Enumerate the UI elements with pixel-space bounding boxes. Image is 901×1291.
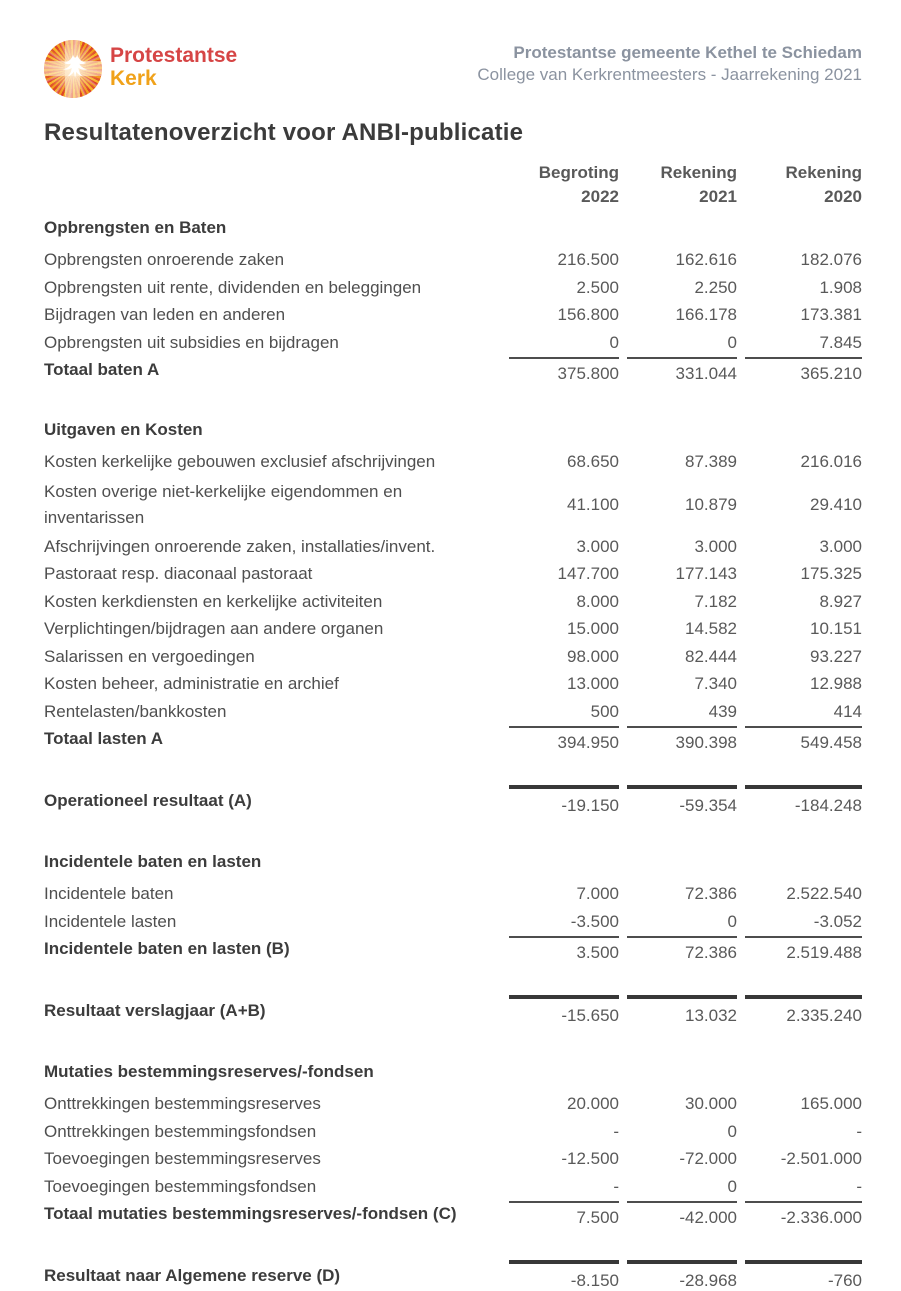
row-label: Incidentele baten en lasten (B) bbox=[44, 939, 290, 959]
cell-value: -19.150 bbox=[509, 785, 619, 816]
cell-value: 30.000 bbox=[685, 1094, 737, 1114]
table-row bbox=[44, 302, 862, 330]
document-header bbox=[44, 40, 862, 98]
table-row bbox=[44, 1118, 862, 1146]
column-header-year: 2020 bbox=[824, 187, 862, 206]
row-label: Totaal baten A bbox=[44, 360, 160, 380]
cell-value: 0 bbox=[727, 1176, 737, 1196]
table-row bbox=[44, 357, 862, 385]
cell-value: 0 bbox=[727, 332, 737, 352]
row-label: Operationeel resultaat (A) bbox=[44, 790, 252, 810]
table-row bbox=[44, 1091, 862, 1119]
cell-value: 13.000 bbox=[567, 674, 619, 694]
cell-value: 173.381 bbox=[800, 305, 862, 325]
cell-value: - bbox=[856, 1176, 862, 1196]
brand-wordmark bbox=[110, 44, 237, 90]
dove-icon bbox=[53, 49, 93, 89]
cell-value: 3.000 bbox=[576, 536, 619, 556]
row-label: Kosten beheer, administratie en archief bbox=[44, 674, 339, 694]
cell-value: 87.389 bbox=[685, 452, 737, 472]
cell-value: -3.500 bbox=[570, 911, 619, 931]
org-subtitle: College van Kerkrentmeesters - Jaarrekening 2021 bbox=[477, 65, 862, 84]
row-label: Salarissen en vergoedingen bbox=[44, 646, 255, 666]
cell-value: 177.143 bbox=[675, 564, 737, 584]
cell-value: 41.100 bbox=[567, 494, 619, 514]
cell-value: -12.500 bbox=[561, 1149, 619, 1169]
cell-value: 13.032 bbox=[627, 995, 737, 1026]
cell-value: 20.000 bbox=[567, 1094, 619, 1114]
table-row bbox=[44, 1201, 862, 1229]
row-label: Rentelasten/bankkosten bbox=[44, 701, 227, 721]
cell-value: 375.800 bbox=[509, 357, 619, 385]
column-headers bbox=[44, 161, 862, 209]
row-label: Totaal mutaties bestemmingsreserves/-fondsen (C) bbox=[44, 1204, 457, 1224]
section-spacer bbox=[44, 1026, 862, 1058]
table-row bbox=[44, 1173, 862, 1201]
brand-name-line2: Kerk bbox=[110, 67, 157, 90]
row-label: Kosten overige niet-kerkelijke eigendommen en inventarissen bbox=[44, 481, 403, 527]
brand bbox=[44, 40, 237, 98]
cell-value: -2.501.000 bbox=[780, 1149, 862, 1169]
row-label: Resultaat naar Algemene reserve (D) bbox=[44, 1265, 341, 1285]
row-label: Kosten kerkelijke gebouwen exclusief afschrijvingen bbox=[44, 452, 436, 472]
cell-value: 10.879 bbox=[685, 494, 737, 514]
cell-value: 500 bbox=[590, 701, 619, 721]
row-label: Verplichtingen/bijdragen aan andere organen bbox=[44, 619, 384, 639]
row-label: Toevoegingen bestemmingsfondsen bbox=[44, 1176, 317, 1196]
section-spacer bbox=[44, 816, 862, 848]
cell-value: -2.336.000 bbox=[745, 1201, 862, 1229]
table-row bbox=[44, 616, 862, 644]
row-label: Afschrijvingen onroerende zaken, installaties/invent. bbox=[44, 536, 436, 556]
cell-value: 82.444 bbox=[685, 646, 737, 666]
brand-name-line1: Protestantse bbox=[110, 44, 238, 67]
table-row bbox=[44, 881, 862, 909]
cell-value: 7.340 bbox=[694, 674, 737, 694]
page-title: Resultatenoverzicht voor ANBI-publicatie bbox=[44, 119, 524, 146]
section-spacer bbox=[44, 963, 862, 995]
column-header-rekening-2020 bbox=[745, 161, 862, 209]
cell-value: 216.016 bbox=[800, 452, 862, 472]
cell-value: - bbox=[856, 1121, 862, 1141]
cell-value: 12.988 bbox=[810, 674, 862, 694]
row-label: Onttrekkingen bestemmingsfondsen bbox=[44, 1121, 317, 1141]
cell-value: 0 bbox=[609, 332, 619, 352]
section-heading-row bbox=[44, 848, 862, 876]
row-label: Kosten kerkdiensten en kerkelijke activiteiten bbox=[44, 591, 383, 611]
cell-value: 549.458 bbox=[745, 726, 862, 754]
cell-value: 365.210 bbox=[745, 357, 862, 385]
table-row bbox=[44, 936, 862, 964]
cell-value: 3.000 bbox=[694, 536, 737, 556]
cell-value: 8.000 bbox=[576, 591, 619, 611]
section-spacer bbox=[44, 753, 862, 785]
cell-value: 182.076 bbox=[800, 250, 862, 270]
org-header bbox=[477, 42, 862, 86]
table-row bbox=[44, 588, 862, 616]
cell-value: -3.052 bbox=[813, 911, 862, 931]
cell-value: 7.000 bbox=[576, 884, 619, 904]
cell-value: 72.386 bbox=[685, 884, 737, 904]
cell-value: -42.000 bbox=[627, 1201, 737, 1229]
table-row bbox=[44, 1260, 862, 1291]
table-row bbox=[44, 643, 862, 671]
cell-value: 93.227 bbox=[810, 646, 862, 666]
cell-value: 3.500 bbox=[509, 936, 619, 964]
cell-value: -184.248 bbox=[745, 785, 862, 816]
cell-value: 15.000 bbox=[567, 619, 619, 639]
cell-value: 3.000 bbox=[819, 536, 862, 556]
table-row bbox=[44, 329, 862, 357]
cell-value: -760 bbox=[745, 1260, 862, 1291]
cell-value: 175.325 bbox=[800, 564, 862, 584]
cell-value: 72.386 bbox=[627, 936, 737, 964]
table-row bbox=[44, 274, 862, 302]
row-label: Incidentele lasten bbox=[44, 911, 177, 931]
cell-value: 2.335.240 bbox=[745, 995, 862, 1026]
cell-value: 439 bbox=[708, 701, 737, 721]
table-row bbox=[44, 533, 862, 561]
column-header-label: Rekening bbox=[660, 163, 737, 182]
cell-value: 1.908 bbox=[819, 277, 862, 297]
section-heading: Incidentele baten en lasten bbox=[44, 851, 262, 871]
section-heading: Mutaties bestemmingsreserves/-fondsen bbox=[44, 1061, 374, 1081]
table-row bbox=[44, 698, 862, 726]
row-label: Opbrengsten onroerende zaken bbox=[44, 250, 285, 270]
section-heading-row bbox=[44, 214, 862, 242]
table-row bbox=[44, 476, 862, 533]
column-header-year: 2022 bbox=[581, 187, 619, 206]
cell-value: 8.927 bbox=[819, 591, 862, 611]
table-body bbox=[44, 214, 862, 1291]
cell-value: 390.398 bbox=[627, 726, 737, 754]
cell-value: 68.650 bbox=[567, 452, 619, 472]
cell-value: 147.700 bbox=[557, 564, 619, 584]
column-header-label: Begroting bbox=[538, 163, 619, 182]
row-label: Opbrengsten uit subsidies en bijdragen bbox=[44, 332, 339, 352]
row-label: Bijdragen van leden en anderen bbox=[44, 305, 286, 325]
cell-value: 2.522.540 bbox=[786, 884, 862, 904]
column-header-year: 2021 bbox=[699, 187, 737, 206]
org-name: Protestantse gemeente Kethel te Schiedam bbox=[513, 43, 862, 62]
cell-value: 165.000 bbox=[800, 1094, 862, 1114]
cell-value: -59.354 bbox=[627, 785, 737, 816]
table-row bbox=[44, 785, 862, 816]
table-row bbox=[44, 671, 862, 699]
cell-value: -72.000 bbox=[679, 1149, 737, 1169]
cell-value: 0 bbox=[727, 911, 737, 931]
row-label: Resultaat verslagjaar (A+B) bbox=[44, 1000, 266, 1020]
cell-value: - bbox=[613, 1121, 619, 1141]
cell-value: -28.968 bbox=[627, 1260, 737, 1291]
table-row bbox=[44, 449, 862, 477]
cell-value: 7.500 bbox=[509, 1201, 619, 1229]
row-label: Opbrengsten uit rente, dividenden en beleggingen bbox=[44, 277, 422, 297]
section-spacer bbox=[44, 1228, 862, 1260]
column-header-label: Rekening bbox=[785, 163, 862, 182]
cell-value: 394.950 bbox=[509, 726, 619, 754]
row-label: Incidentele baten bbox=[44, 884, 174, 904]
row-label: Totaal lasten A bbox=[44, 729, 164, 749]
table-row bbox=[44, 908, 862, 936]
cell-value: 2.519.488 bbox=[745, 936, 862, 964]
section-spacer bbox=[44, 384, 862, 416]
cell-value: 166.178 bbox=[675, 305, 737, 325]
row-label: Pastoraat resp. diaconaal pastoraat bbox=[44, 564, 313, 584]
table-row bbox=[44, 247, 862, 275]
section-heading-row bbox=[44, 1058, 862, 1086]
cell-value: 14.582 bbox=[685, 619, 737, 639]
cell-value: 10.151 bbox=[810, 619, 862, 639]
section-heading-row bbox=[44, 416, 862, 444]
cell-value: 216.500 bbox=[557, 250, 619, 270]
table-row bbox=[44, 995, 862, 1026]
cell-value: 7.845 bbox=[819, 332, 862, 352]
column-header-begroting-2022 bbox=[509, 161, 619, 209]
cell-value: 2.250 bbox=[694, 277, 737, 297]
table-row bbox=[44, 726, 862, 754]
cell-value: -8.150 bbox=[509, 1260, 619, 1291]
cell-value: - bbox=[613, 1176, 619, 1196]
cell-value: 0 bbox=[727, 1121, 737, 1141]
cell-value: 162.616 bbox=[675, 250, 737, 270]
cell-value: 7.182 bbox=[694, 591, 737, 611]
protestantse-kerk-logo-icon bbox=[44, 40, 102, 98]
table-row bbox=[44, 561, 862, 589]
cell-value: 98.000 bbox=[567, 646, 619, 666]
cell-value: 2.500 bbox=[576, 277, 619, 297]
cell-value: 156.800 bbox=[557, 305, 619, 325]
cell-value: 29.410 bbox=[810, 494, 862, 514]
cell-value: -15.650 bbox=[509, 995, 619, 1026]
cell-value: 414 bbox=[833, 701, 862, 721]
row-label: Toevoegingen bestemmingsreserves bbox=[44, 1149, 321, 1169]
section-heading: Uitgaven en Kosten bbox=[44, 419, 203, 439]
section-heading: Opbrengsten en Baten bbox=[44, 217, 227, 237]
row-label: Onttrekkingen bestemmingsreserves bbox=[44, 1094, 321, 1114]
column-header-rekening-2021 bbox=[627, 161, 737, 209]
cell-value: 331.044 bbox=[627, 357, 737, 385]
table-row bbox=[44, 1146, 862, 1174]
